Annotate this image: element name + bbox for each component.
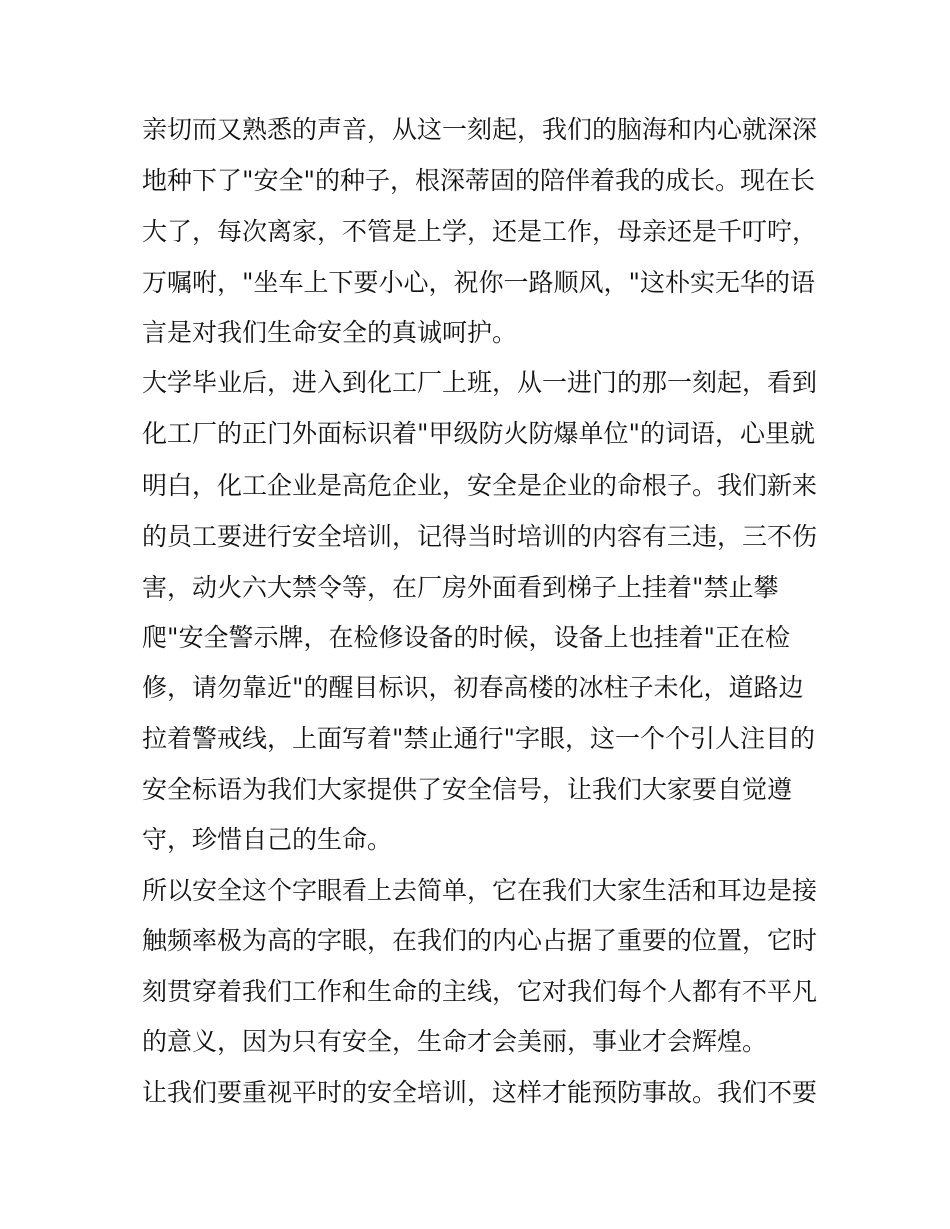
text-line: 化工厂的正门外面标识着"甲级防火防爆单位"的词语，心里就: [142, 419, 816, 448]
text-line: 刻贯穿着我们工作和生命的主线，它对我们每个人都有不平凡: [142, 977, 818, 1006]
text-line: 大学毕业后，进入到化工厂上班，从一进门的那一刻起，看到: [142, 368, 818, 397]
text-line: 地种下了"安全"的种子，根深蒂固的陪伴着我的成长。现在长: [142, 166, 816, 195]
text-line: 明白，化工企业是高危企业，安全是企业的命根子。我们新来: [142, 471, 818, 500]
text-line: 让我们要重视平时的安全培训，这样才能预防事故。我们不要: [142, 1078, 818, 1107]
text-line: 的意义，因为只有安全，生命才会美丽，事业才会辉煌。: [142, 1027, 768, 1056]
text-line: 亲切而又熟悉的声音，从这一刻起，我们的脑海和内心就深深: [142, 115, 818, 144]
text-line: 的员工要进行安全培训，记得当时培训的内容有三违，三不伤: [142, 522, 818, 551]
text-line: 安全标语为我们大家提供了安全信号，让我们大家要自觉遵: [142, 775, 793, 804]
text-line: 言是对我们生命安全的真诚呵护。: [142, 318, 518, 347]
text-line: 所以安全这个字眼看上去简单，它在我们大家生活和耳边是接: [142, 876, 818, 905]
text-line: 触频率极为高的字眼，在我们的内心占据了重要的位置，它时: [142, 926, 818, 955]
text-line: 守，珍惜自己的生命。: [142, 825, 393, 854]
text-line: 大了，每次离家，不管是上学，还是工作，母亲还是千叮咛，: [142, 217, 818, 246]
text-line: 害，动火六大禁令等，在厂房外面看到梯子上挂着"禁止攀: [142, 573, 779, 602]
text-line: 万嘱咐，"坐车上下要小心，祝你一路顺风，"这朴实无华的语: [142, 268, 816, 297]
text-line: 修，请勿靠近"的醒目标识，初春高楼的冰柱子未化，道路边: [142, 673, 804, 702]
text-line: 爬"安全警示牌，在检修设备的时候，设备上也挂着"正在检: [142, 623, 791, 652]
text-line: 拉着警戒线，上面写着"禁止通行"字眼，这一个个引人注目的: [142, 724, 816, 753]
